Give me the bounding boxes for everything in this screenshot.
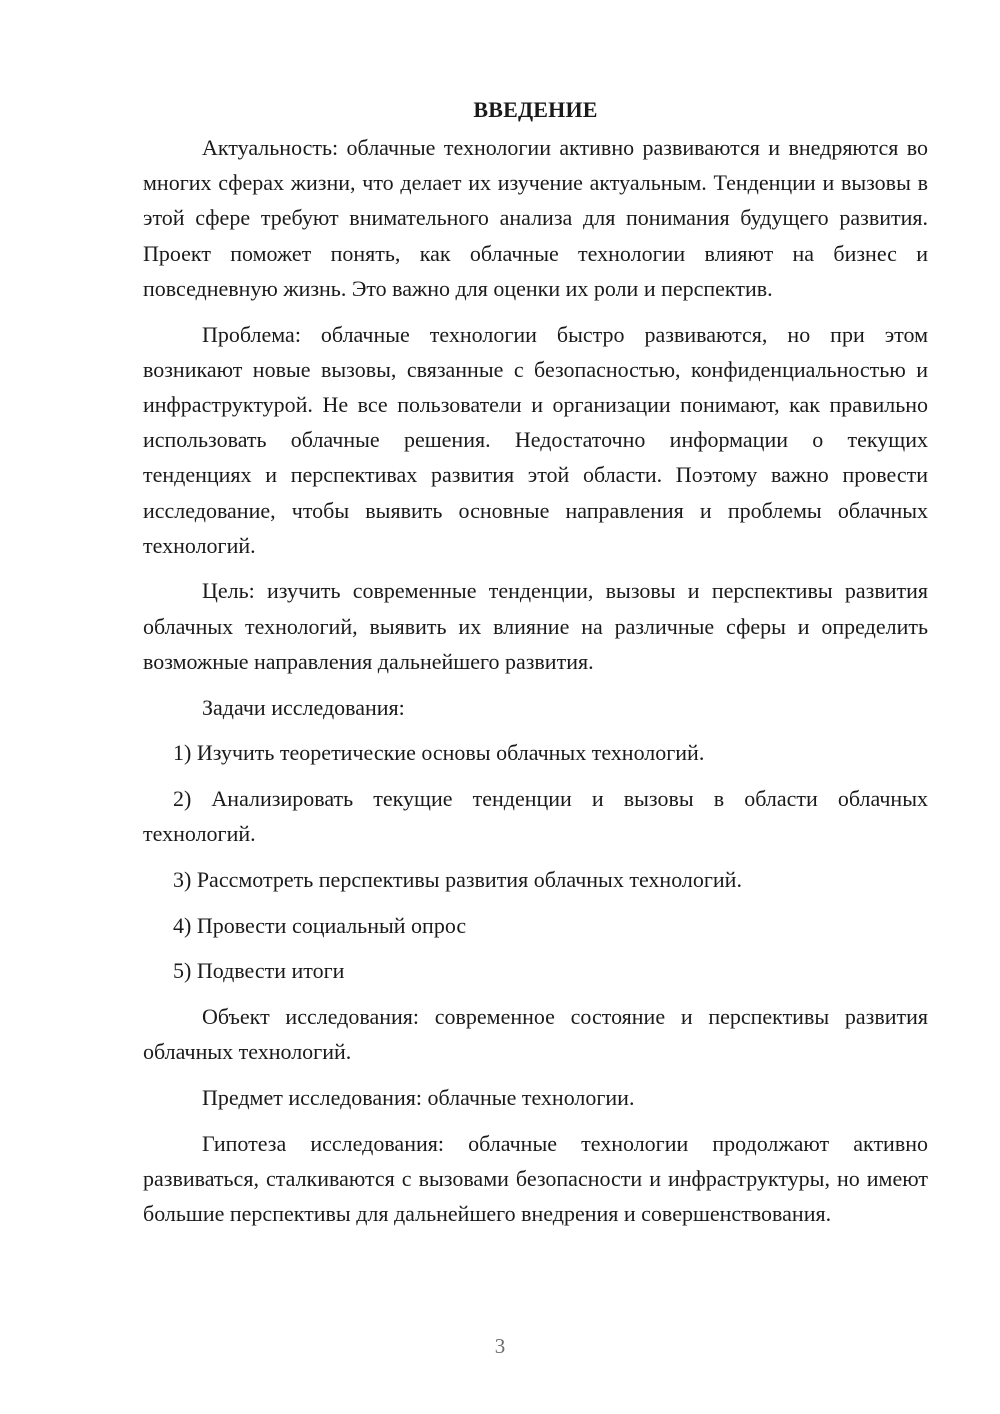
goal-paragraph: Цель: изучить современные тенденции, вызовы и перспективы развития облачных технологий, выявить их влияние на различные сферы и определить возможные направления дальнейшего развития. (143, 578, 928, 674)
task-item-1: 1) Изучить теоретические основы облачных технологий. (173, 740, 705, 766)
problem-paragraph: Проблема: облачные технологии быстро развиваются, но при этом возникают новые вызовы, связанные с безопасностью, конфиденциальностью и инфраструктурой. Не все пользователи и организации понимают, как правильно использовать облачные решения. Недостаточно информации о текущих тенденциях и перспективах развития этой области. Поэтому важно провести исследование, чтобы выявить основные направления и проблемы облачных технологий. (143, 321, 928, 558)
task-item-3: 3) Рассмотреть перспективы развития облачных технологий. (173, 866, 742, 892)
task-item-2: 2) Анализировать текущие тенденции и вызовы в области облачных технологий. (143, 785, 928, 847)
task-item-4: 4) Провести социальный опрос (173, 912, 467, 938)
object-paragraph: Объект исследования: современное состояние и перспективы развития облачных технологий. (143, 1003, 928, 1065)
page-number: 3 (494, 1334, 506, 1358)
subject-paragraph: Предмет исследования: облачные технологии. (202, 1084, 635, 1110)
tasks-heading: Задачи исследования: (202, 694, 405, 720)
document-page (143, 92, 928, 1231)
hypothesis-paragraph: Гипотеза исследования: облачные технологии продолжают активно развиваться, сталкиваются с вызовами безопасности и инфраструктуры, но имеют большие перспективы для дальнейшего внедрения и совершенствования. (143, 1130, 928, 1226)
relevance-paragraph: Актуальность: облачные технологии активно развиваются и внедряются во многих сферах жизни, что делает их изучение актуальным. Тенденции и вызовы в этой сфере требуют внимательного анализа для понимания будущего развития. Проект поможет понять, как облачные технологии влияют на бизнес и повседневную жизнь. Это важно для оценки их роли и перспектив. (143, 135, 928, 301)
task-item-5: 5) Подвести итоги (173, 958, 345, 984)
section-title: ВВЕДЕНИЕ (473, 97, 598, 122)
